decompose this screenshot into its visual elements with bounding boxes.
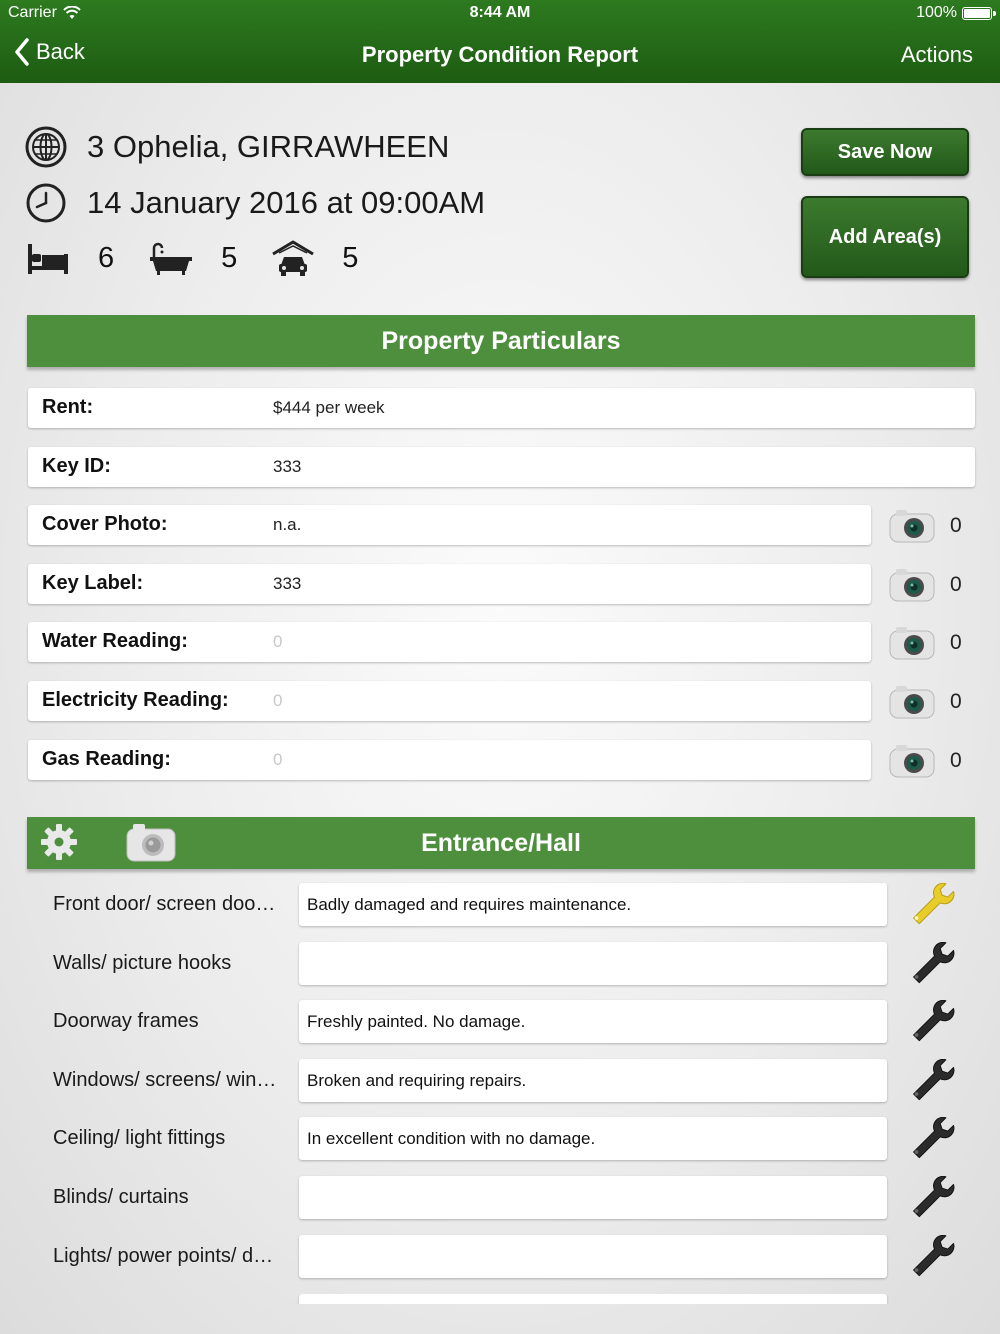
camera-icon[interactable] [889,743,935,779]
electricity-reading-field[interactable] [28,681,871,721]
area-item-row [0,942,1000,986]
field-placeholder: 0 [273,691,283,710]
section-title: Property Particulars [381,327,621,355]
item-note-input[interactable]: Broken and requiring repairs. [299,1059,887,1102]
property-address: 3 Ophelia, GIRRAWHEEN [87,129,450,164]
water-reading-field[interactable] [28,622,871,662]
item-note-input[interactable] [299,1235,887,1278]
area-item-row [0,1059,1000,1103]
photo-count: 0 [950,690,962,713]
area-item-row [0,1176,1000,1220]
back-label: Back [36,39,85,64]
water-reading-camera[interactable] [889,623,979,663]
wrench-icon[interactable] [904,1235,958,1279]
bathroom-count: 5 [221,241,238,274]
nav-bar [0,34,1000,76]
garage-count: 5 [342,241,359,274]
camera-icon[interactable] [889,567,935,603]
address-row [25,126,449,168]
clock-icon [25,182,67,224]
field-value: $444 per week [273,398,385,417]
field-label: Gas Reading: [42,748,171,770]
page-title: Property Condition Report [361,42,639,67]
camera-icon[interactable] [889,625,935,661]
gas-reading-field[interactable] [28,740,871,780]
field-placeholder: 0 [273,632,283,651]
item-label: Ceiling/ light fittings [53,1127,226,1149]
property-particulars-header [27,315,975,367]
battery-percent: 100% [916,4,957,21]
wrench-icon[interactable] [904,883,958,927]
photo-count: 0 [950,573,962,596]
field-label: Key Label: [42,572,144,594]
wrench-icon[interactable] [904,1059,958,1103]
bathtub-icon [148,240,194,276]
save-now-button[interactable]: Save Now [801,128,969,176]
field-placeholder: 0 [273,750,283,769]
wrench-icon[interactable] [904,942,958,986]
item-label: Doorway frames [53,1010,199,1032]
field-label: Water Reading: [42,630,188,652]
gas-reading-camera[interactable] [889,741,979,781]
wrench-icon[interactable] [904,1117,958,1161]
cover-photo-camera[interactable] [889,506,979,546]
area-item-row [0,1235,1000,1279]
item-label: Lights/ power points/ d… [53,1245,274,1267]
bedroom-count: 6 [98,241,115,274]
photo-count: 0 [950,514,962,537]
field-label: Electricity Reading: [42,689,229,711]
area-item-row-partial [0,1294,1000,1304]
area-header [27,817,975,869]
area-item-row [0,1000,1000,1044]
photo-count: 0 [950,749,962,772]
area-title: Entrance/Hall [421,829,581,857]
item-note-input[interactable] [299,1176,887,1219]
field-value: n.a. [273,515,302,534]
photo-count: 0 [950,631,962,654]
camera-icon[interactable] [889,684,935,720]
field-label: Key ID: [42,455,111,477]
item-label: Walls/ picture hooks [53,952,232,974]
add-areas-button[interactable]: Add Area(s) [801,196,969,278]
item-note-input[interactable] [299,1294,887,1304]
bed-icon [25,240,71,276]
wrench-icon[interactable] [904,1000,958,1044]
carrier-label: Carrier [8,4,57,21]
area-item-row [0,883,1000,927]
amenities-row [25,238,392,278]
field-value: 333 [273,574,302,593]
garage-icon [271,238,315,278]
field-label: Cover Photo: [42,513,168,535]
battery-icon [962,7,992,20]
globe-icon [25,126,67,168]
bathrooms [148,240,271,276]
field-value: 333 [273,457,302,476]
status-bar [8,4,992,24]
bedrooms [25,240,148,276]
item-note-input[interactable]: Freshly painted. No damage. [299,1000,887,1043]
camera-icon[interactable] [889,508,935,544]
item-label: Windows/ screens/ win… [53,1069,277,1091]
inspection-datetime: 14 January 2016 at 09:00AM [87,185,486,220]
garages [271,238,392,278]
top-bar [0,0,1000,83]
key-label-field[interactable] [28,564,871,604]
item-note-input[interactable] [299,942,887,985]
rent-field[interactable] [28,388,975,428]
item-note-input[interactable]: Badly damaged and requires maintenance. [299,883,887,926]
status-battery [916,4,992,22]
datetime-row [25,182,485,224]
key-label-camera[interactable] [889,565,979,605]
key-id-field[interactable] [28,447,975,487]
actions-button[interactable]: Actions [900,42,973,67]
wrench-icon[interactable] [904,1176,958,1220]
status-time: 8:44 AM [469,4,531,21]
item-label: Blinds/ curtains [53,1186,189,1208]
cover-photo-field[interactable] [28,505,871,545]
item-note-input[interactable]: In excellent condition with no damage. [299,1117,887,1160]
field-label: Rent: [42,396,94,418]
electricity-reading-camera[interactable] [889,682,979,722]
area-item-row [0,1117,1000,1161]
item-label: Front door/ screen doo… [53,893,276,915]
